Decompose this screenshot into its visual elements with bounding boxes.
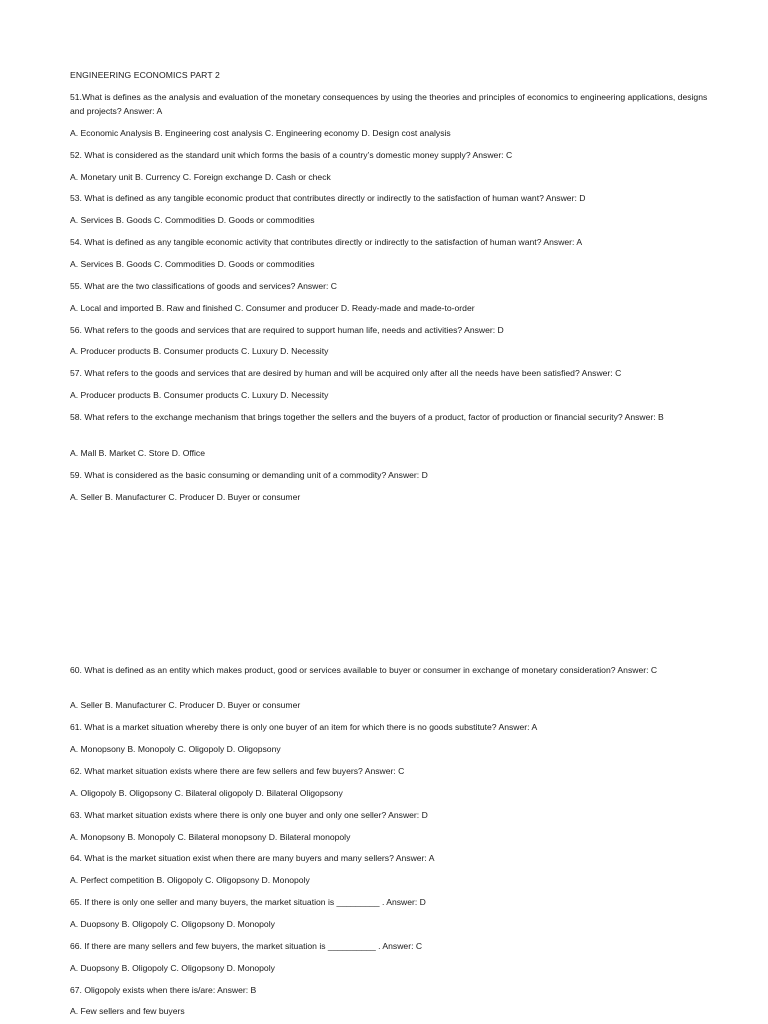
options-56: A. Producer products B. Consumer products C. Luxury D. Necessity	[70, 346, 329, 356]
options-53: A. Services B. Goods C. Commodities D. Goods or commodities	[70, 215, 315, 225]
options-66: A. Duopsony B. Oligopoly C. Oligopsony D. Monopoly	[70, 963, 275, 973]
options-57: A. Producer products B. Consumer products C. Luxury D. Necessity	[70, 390, 329, 400]
options-55: A. Local and imported B. Raw and finished C. Consumer and producer D. Ready-made and made-to-order	[70, 303, 475, 313]
question-55: 55. What are the two classifications of goods and services? Answer: C	[70, 281, 338, 291]
options-54: A. Services B. Goods C. Commodities D. Goods or commodities	[70, 259, 315, 269]
options-61: A. Monopsony B. Monopoly C. Oligopoly D. Oligopsony	[70, 744, 281, 754]
question-61: 61. What is a market situation whereby there is only one buyer of an item for which there is no goods substitute? Answer: A	[70, 722, 538, 732]
options-67: A. Few sellers and few buyers	[70, 1006, 185, 1016]
question-52: 52. What is considered as the standard unit which forms the basis of a country’s domestic money supply? Answer: C	[70, 150, 513, 160]
question-59: 59. What is considered as the basic consuming or demanding unit of a commodity? Answer: D	[70, 470, 428, 480]
options-59: A. Seller B. Manufacturer C. Producer D. Buyer or consumer	[70, 492, 301, 502]
question-62: 62. What market situation exists where there are few sellers and few buyers? Answer: C	[70, 766, 405, 776]
question-57: 57. What refers to the goods and services that are desired by human and will be acquired only after all the needs have been satisfied? Answer: C	[70, 368, 622, 378]
options-63: A. Monopsony B. Monopoly C. Bilateral monopsony D. Bilateral monopoly	[70, 832, 351, 842]
question-64: 64. What is the market situation exist when there are many buyers and many sellers? Answer: A	[70, 853, 435, 863]
options-62: A. Oligopoly B. Oligopsony C. Bilateral oligopoly D. Bilateral Oligopsony	[70, 788, 343, 798]
question-65: 65. If there is only one seller and many buyers, the market situation is _________ . Answer: D	[70, 897, 426, 907]
document-title: ENGINEERING ECONOMICS PART 2	[70, 70, 220, 80]
question-54: 54. What is defined as any tangible economic activity that contributes directly or indirectly to the satisfaction of human want? Answer: A	[70, 237, 583, 247]
question-58: 58. What refers to the exchange mechanism that brings together the sellers and the buyers of a product, factor of production or financial security? Answer: B	[70, 412, 664, 422]
options-51: A. Economic Analysis B. Engineering cost analysis C. Engineering economy D. Design cost analysis	[70, 128, 451, 138]
question-67: 67. Oligopoly exists when there is/are: Answer: B	[70, 985, 257, 995]
question-53: 53. What is defined as any tangible economic product that contributes directly or indirectly to the satisfaction of human want? Answer: D	[70, 193, 586, 203]
question-60: 60. What is defined as an entity which makes product, good or services available to buyer or consumer in exchange of monetary consideration? Answer: C	[70, 665, 658, 675]
options-60: A. Seller B. Manufacturer C. Producer D. Buyer or consumer	[70, 700, 301, 710]
options-65: A. Duopsony B. Oligopoly C. Oligopsony D. Monopoly	[70, 919, 275, 929]
question-56: 56. What refers to the goods and services that are required to support human life, needs and activities? Answer: D	[70, 325, 504, 335]
question-66: 66. If there are many sellers and few buyers, the market situation is __________ . Answer: C	[70, 941, 423, 951]
options-58: A. Mall B. Market C. Store D. Office	[70, 448, 205, 458]
question-63: 63. What market situation exists where there is only one buyer and only one seller? Answer: D	[70, 810, 428, 820]
question-51: 51.What is defines as the analysis and evaluation of the monetary consequences by using the theories and principles of economics to engineering applications, designs and projects? Answer: A	[70, 92, 708, 116]
options-52: A. Monetary unit B. Currency C. Foreign exchange D. Cash or check	[70, 172, 331, 182]
options-64: A. Perfect competition B. Oligopoly C. Oligopsony D. Monopoly	[70, 875, 310, 885]
